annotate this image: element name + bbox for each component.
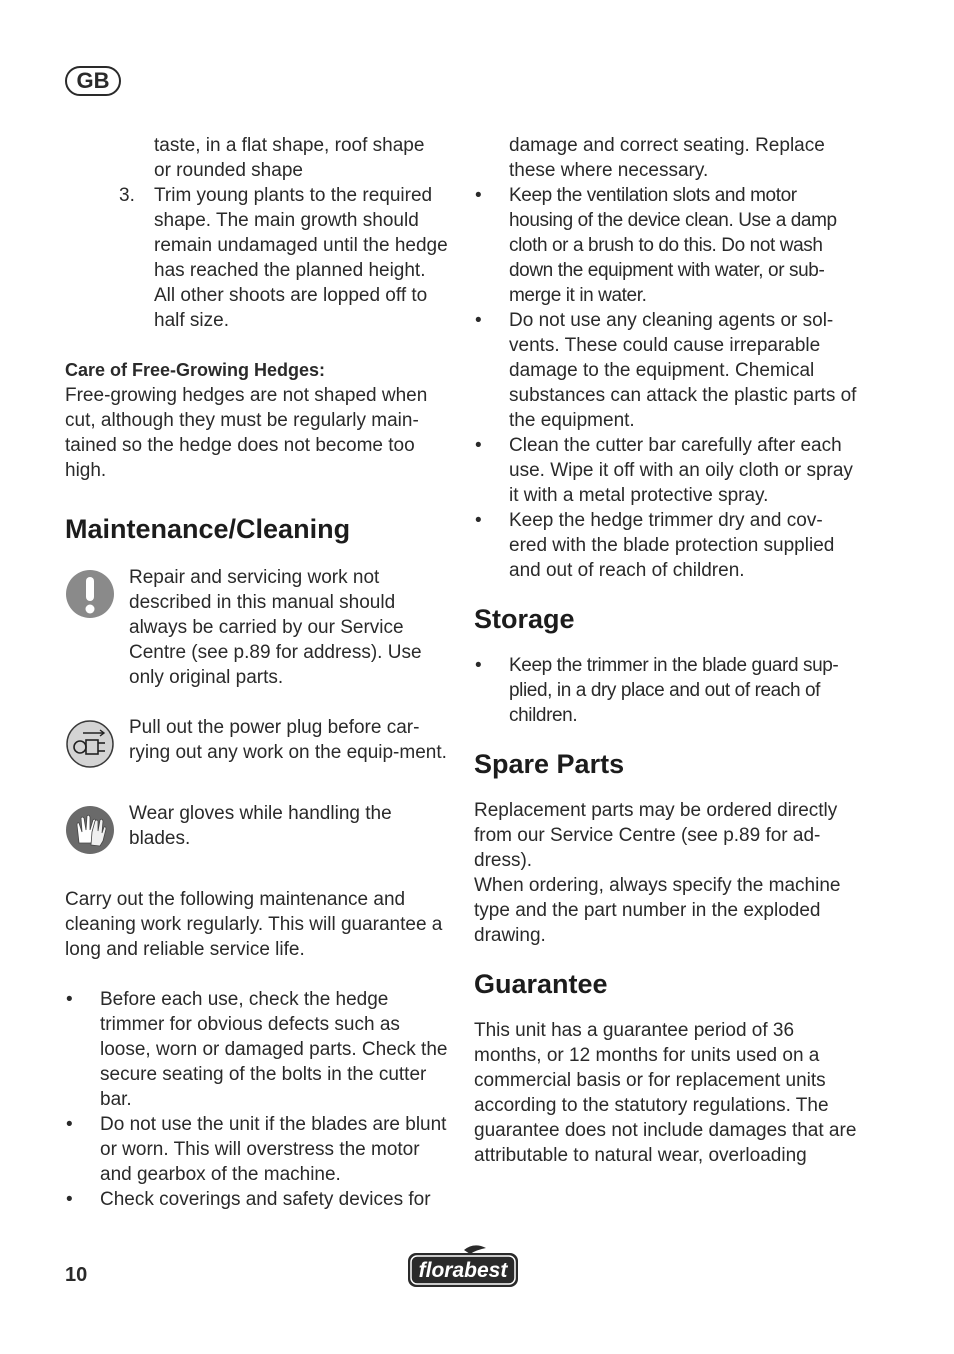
logo-text: florabest xyxy=(418,1259,508,1282)
continued-text: damage and correct seating. Replace these where necessary. xyxy=(509,135,825,181)
bullet: • xyxy=(475,510,482,531)
bullet: • xyxy=(475,435,482,456)
list-item-text: Clean the cutter bar carefully after each use. Wipe it off with an oily cloth or spray it with a metal protective spray. xyxy=(509,435,853,506)
care-heading: Care of Free-Growing Hedges: xyxy=(65,360,326,380)
right-bullet-list xyxy=(474,183,859,583)
step-3-number: 3. xyxy=(119,185,135,206)
warning-note xyxy=(65,565,450,690)
intro-text: Carry out the following maintenance and cleaning work regularly. This will guarantee a long and reliable service life. xyxy=(65,889,443,960)
spare-parts-heading: Spare Parts xyxy=(474,749,625,779)
bullet: • xyxy=(475,310,482,331)
list-item xyxy=(474,183,859,308)
list-item xyxy=(65,1187,450,1212)
step-3 xyxy=(65,183,450,333)
list-item-text: Keep the ventilation slots and motor housing of the device clean. Use a damp cloth or a brush to do this. Do not wash down the equipment with water, or sub-merge it in water. xyxy=(509,185,837,306)
florabest-logo xyxy=(406,1244,520,1290)
continued-line-1: taste, in a flat shape, roof shape xyxy=(154,135,425,156)
list-item-text: Keep the trimmer in the blade guard sup-plied, in a dry place and out of reach of children. xyxy=(509,655,839,726)
storage-list xyxy=(474,653,859,728)
left-bullet-list xyxy=(65,987,450,1212)
list-item xyxy=(474,308,859,433)
plug-text: Pull out the power plug before car-rying out any work on the equip-ment. xyxy=(129,717,447,763)
step-3-text: Trim young plants to the required shape. The main growth should remain undamaged until the hedge has reached the planned height. All other shoots are lopped off to half size. xyxy=(154,185,448,331)
warning-text: Repair and servicing work not described in this manual should always be carried by our Service Centre (see p.89 for address). Use only original parts. xyxy=(129,567,422,688)
plug-note xyxy=(65,715,450,776)
continued-line-2: or rounded shape xyxy=(154,160,303,181)
bullet: • xyxy=(475,185,482,206)
power-plug-icon xyxy=(65,719,115,769)
gloves-icon xyxy=(65,805,115,855)
list-item xyxy=(474,508,859,583)
left-column xyxy=(65,133,450,1212)
gloves-note xyxy=(65,801,450,862)
list-item xyxy=(65,987,450,1112)
list-item-text: Check coverings and safety devices for xyxy=(100,1189,431,1210)
list-item xyxy=(65,1112,450,1187)
list-item xyxy=(474,653,859,728)
guarantee-heading: Guarantee xyxy=(474,969,608,999)
gloves-text: Wear gloves while handling the blades. xyxy=(129,803,392,849)
spare-parts-text-1: Replacement parts may be ordered directly from our Service Centre (see p.89 for ad-dress). xyxy=(474,800,838,871)
bullet: • xyxy=(66,1114,73,1135)
maintenance-heading: Maintenance/Cleaning xyxy=(65,514,351,544)
bullet: • xyxy=(475,655,482,676)
language-badge: GB xyxy=(65,66,121,96)
bullet: • xyxy=(66,989,73,1010)
spare-parts-text-2: When ordering, always specify the machine type and the part number in the exploded drawing. xyxy=(474,875,841,946)
list-item-text: Keep the hedge trimmer dry and cov-ered with the blade protection supplied and out of reach of children. xyxy=(509,510,835,581)
bullet: • xyxy=(66,1189,73,1210)
storage-heading: Storage xyxy=(474,604,575,634)
page-number: 10 xyxy=(65,1264,88,1286)
care-text: Free-growing hedges are not shaped when cut, although they must be regularly main-tained so the hedge does not become too high. xyxy=(65,385,428,481)
list-item xyxy=(474,433,859,508)
guarantee-text: This unit has a guarantee period of 36 months, or 12 months for units used on a commercial basis or for replacement units according to the statutory regulations. The guarantee does not include damages that are attributable to natural wear, overloading xyxy=(474,1020,857,1166)
list-item-text: Do not use any cleaning agents or sol-vents. These could cause irreparable damage to the equipment. Chemical substances can attack the plastic parts of the equipment. xyxy=(509,310,857,431)
exclamation-icon xyxy=(65,569,115,619)
list-item-text: Before each use, check the hedge trimmer for obvious defects such as loose, worn or damaged parts. Check the secure seating of the bolts in the cutter bar. xyxy=(100,989,448,1110)
right-column xyxy=(474,133,859,1168)
list-item-text: Do not use the unit if the blades are blunt or worn. This will overstress the motor and gearbox of the machine. xyxy=(100,1114,447,1185)
